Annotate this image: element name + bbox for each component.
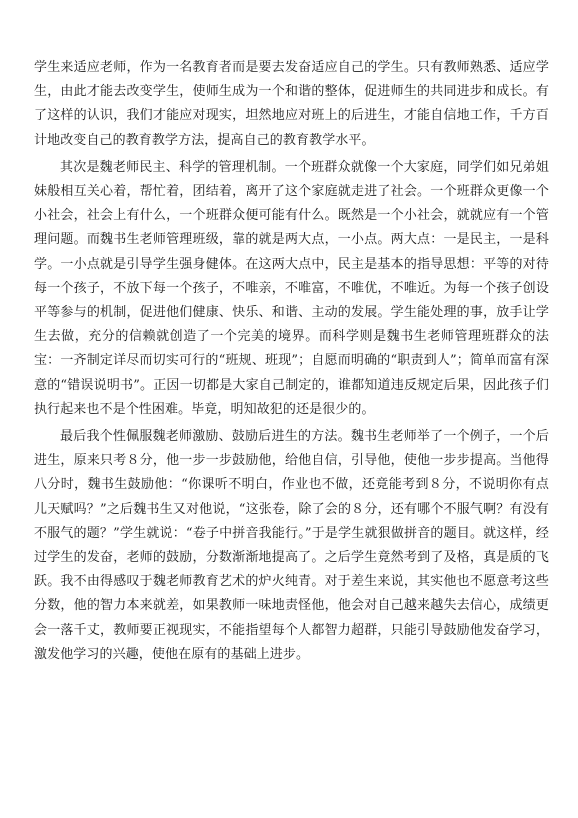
document-page [34, 56, 549, 670]
paragraph-1: 学生来适应老师，作为一名教育者而是要去发奋适应自己的学生。只有教师熟悉、适应学生，由此才能去改变学生，使师生成为一个和谐的整体，促进师生的共同进步和成长。有了这样的认识，我们才能应对现实，坦然地应对班上的后进生，才能自信地工作，千方百计地改变自己的教育教学方法，提高自己的教育教学水平。 [34, 60, 549, 148]
paragraph-2: 其次是魏老师民主、科学的管理机制。一个班群众就像一个大家庭，同学们如兄弟姐妹般相互关心着，帮忙着，团结着，离开了这个家庭就走进了社会。一个班群众更像一个小社会，社会上有什么，一个班群众便可能有什么。既然是一个小社会，就就应有一个管理问题。而魏书生老师管理班级，靠的就是两大点，一小点。两大点：一是民主，一是科学。一小点就是引导学生强身健体。在这两大点中，民主是基本的指导思想：平等的对待每一个孩子，不放下每一个孩子，不唯亲，不唯富，不唯优，不唯近。为每一个孩子创设平等参与的机制，促进他们健康、快乐、和谐、主动的发展。学生能处理的事，放手让学生去做，充分的信赖就创造了一个完美的境界。而科学则是魏书生老师管理班群众的法宝：一齐制定详尽而切实可行的“班规、班现”；自愿而明确的“职责到人”；简单而富有深意的“错误说明书”。正因一切都是大家自己制定的，谁都知道违反规定后果，因此孩子们执行起来也不是个性困难。毕竟，明知故犯的还是很少的。 [34, 159, 549, 417]
paragraph-3: 最后我个性佩服魏老师激励、鼓励后进生的方法。魏书生老师举了一个例子，一个后进生，原来只考８分，他一步一步鼓励他，给他自信，引导他，使他一步步提高。当他得八分时，魏书生鼓励他：“你课听不明白，作业也不做，还竟能考到８分，不说明你有点儿天赋吗？”之后魏书生又对他说，“这张卷，除了会的８分，还有哪个不服气啊？有没有不服气的题？”学生就说：“卷子中拼音我能行。”于是学生就狠做拼音的题目。就这样，经过学生的发奋，老师的鼓励，分数渐渐地提高了。之后学生竟然考到了及格，真是质的飞跃。我不由得感叹于魏老师教育艺术的炉火纯青。对于差生来说，其实他也不愿意考这些分数，他的智力本来就差，如果教师一味地责怪他，他会对自己越来越失去信心，成绩更会一落千丈，教师要正视现实，不能指望每个人都智力超群，只能引导鼓励他发奋学习，激发他学习的兴趣，使他在原有的基础上进步。 [34, 429, 549, 662]
